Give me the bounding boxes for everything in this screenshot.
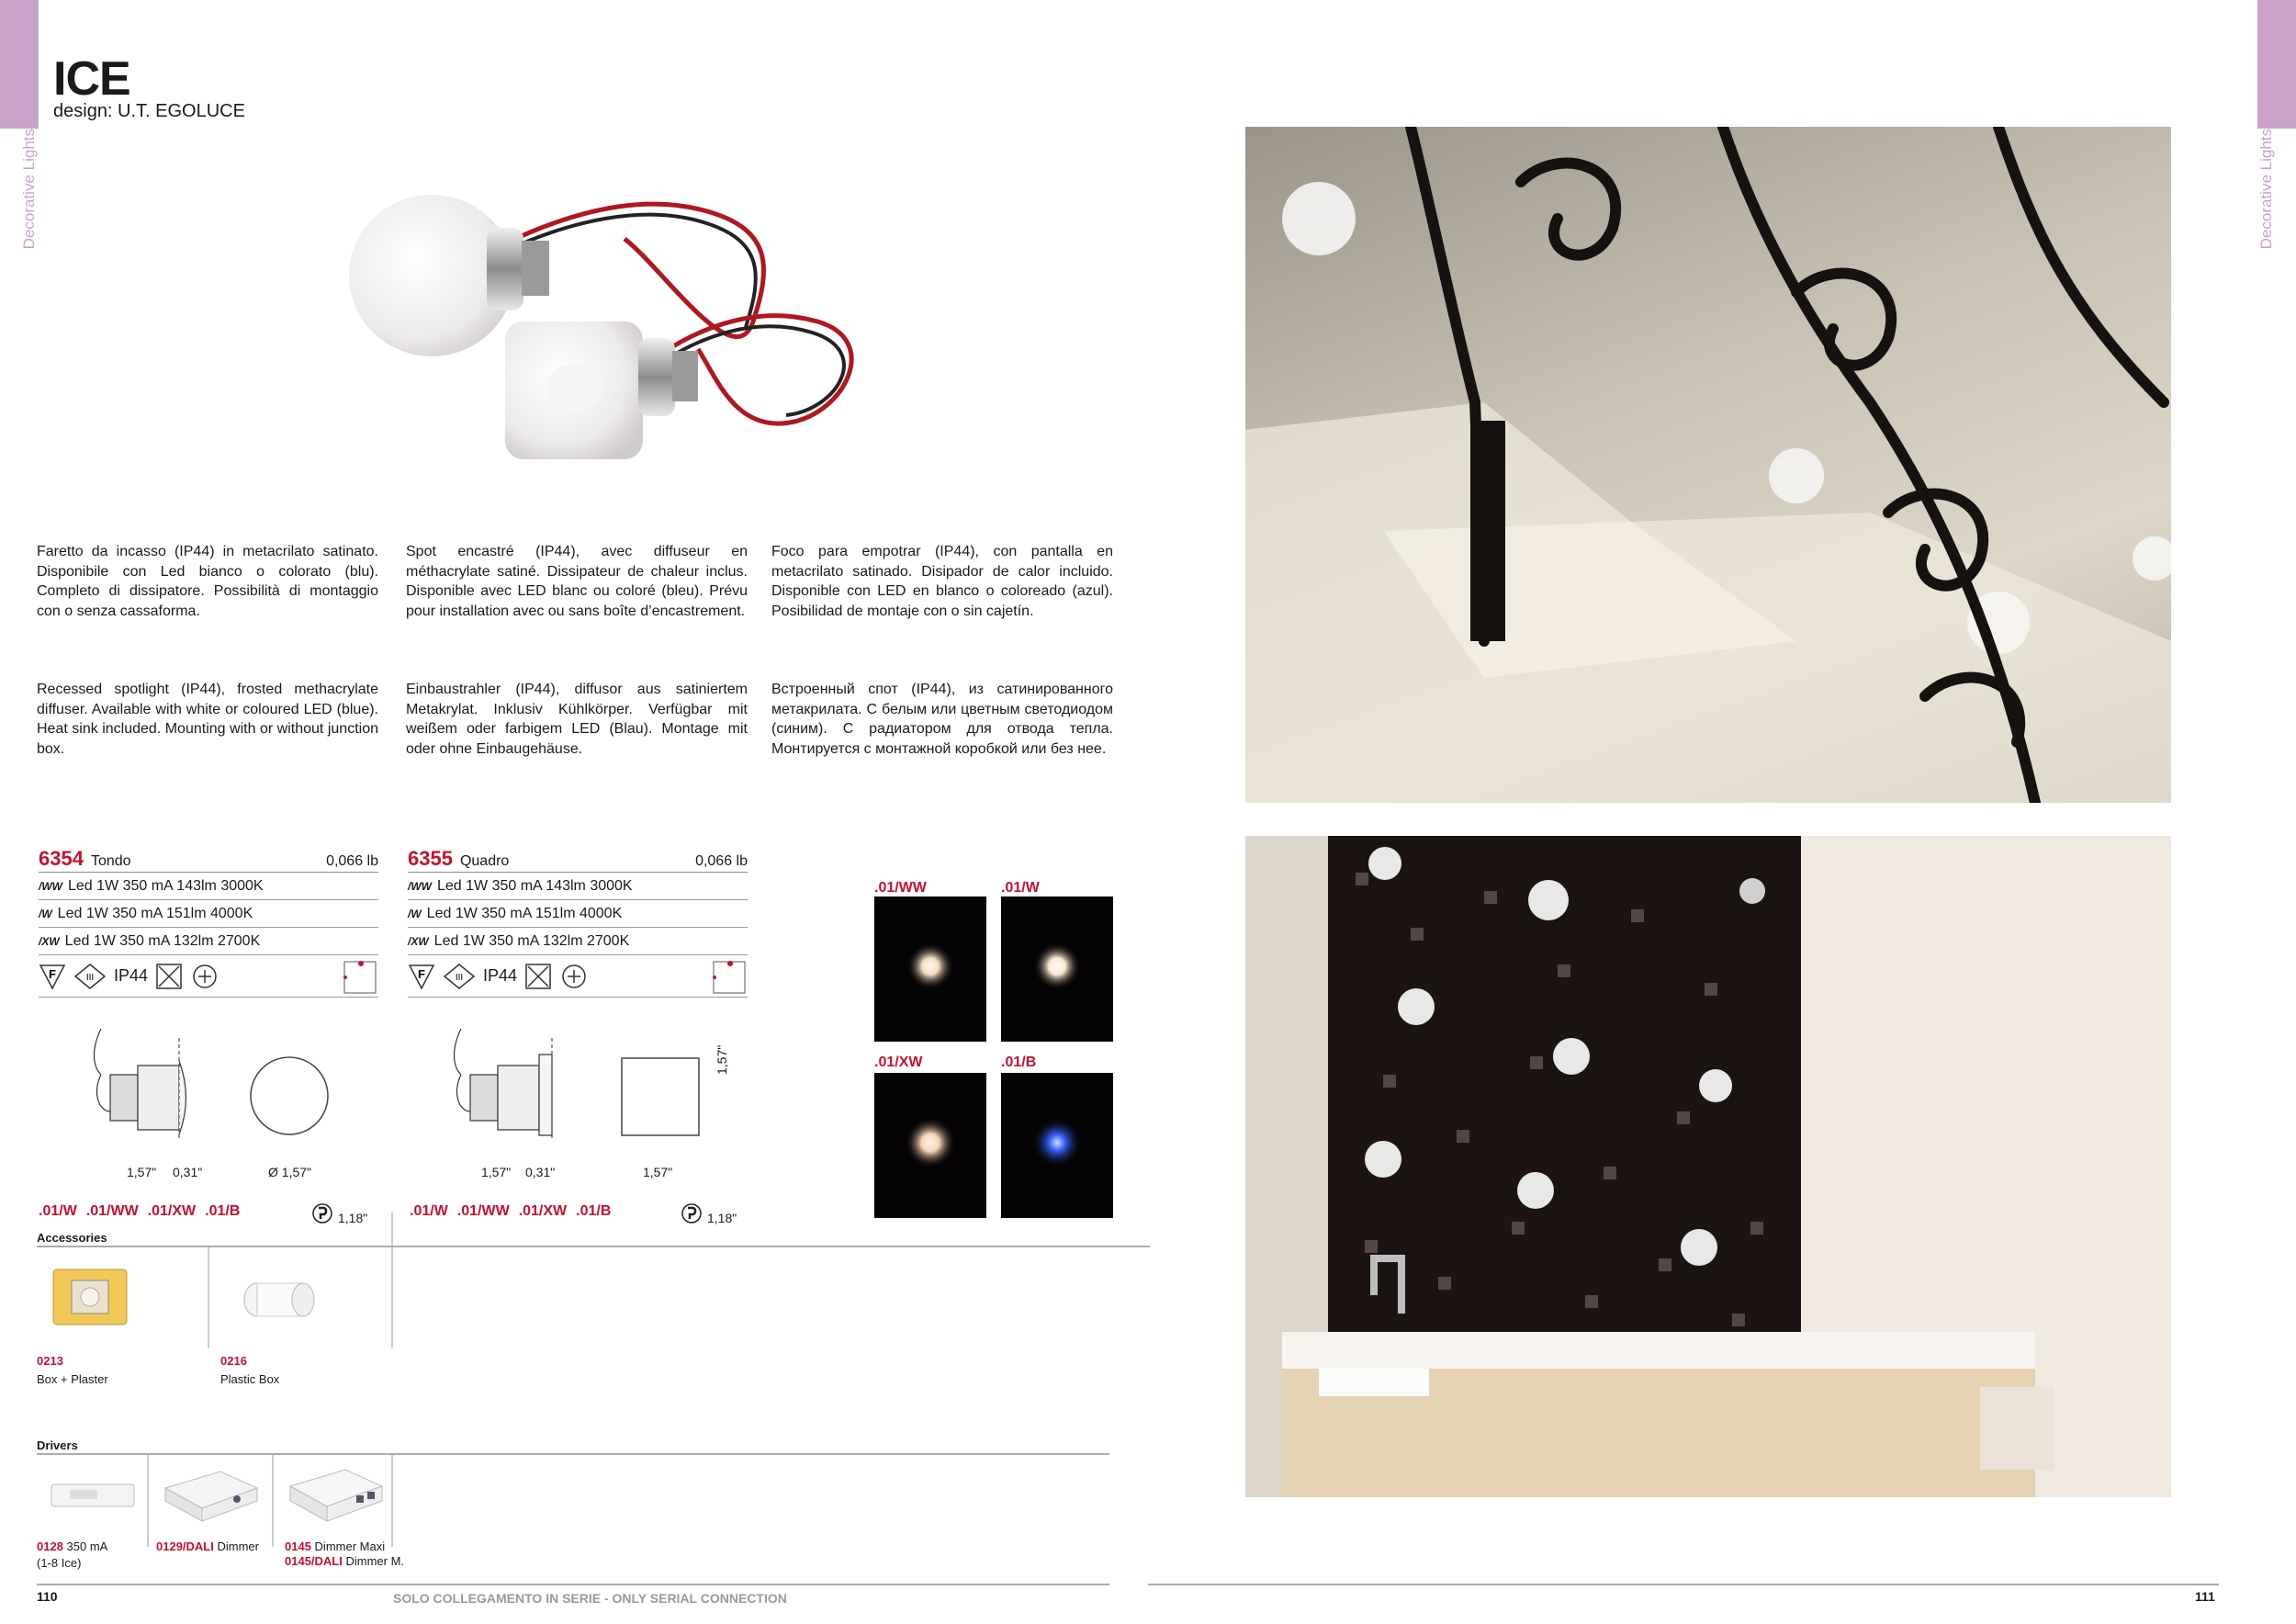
product-header [408,847,748,873]
drill-hole-size: 1,18" [707,1211,737,1225]
driver-dimmer-maxi-image [281,1460,391,1534]
drill-hole-size: 1,18" [338,1211,368,1225]
light-glow [874,1073,986,1218]
divider [147,1455,149,1547]
description-russian: Встроенный спот (IP44), из сатинированного метакрилата. С белым или цветным светодиодом (синим). С радиатором для отвода тепла. Монтируется с монтажной коробкой или без нее. [771,682,1113,757]
available-codes-6354 [39,1203,240,1220]
etl-listed-icon [190,963,223,990]
page-number-left: 110 [37,1589,58,1604]
f-mark-icon [408,963,435,990]
dim-height: 1,57" [715,1044,729,1075]
plastic-box-image [230,1272,331,1327]
product-6355-table [408,847,748,998]
dim-depth: 1,57" [127,1165,157,1179]
driver-name: Dimmer [217,1539,259,1553]
driver-code: 0145/DALI [285,1554,343,1568]
variant-code: .01/WW [85,1203,139,1219]
dim-diameter: Ø 1,57" [268,1165,311,1179]
drivers-rule [37,1453,1109,1455]
variant-code: .01/XW [147,1203,197,1219]
driver-name: 350 mA [66,1539,108,1553]
variant-suffix: /XW [39,934,60,948]
side-view-drawing-6354 [73,1010,211,1139]
variant-row [39,873,378,900]
light-glow [874,897,986,1042]
svg-text:F: F [418,966,425,981]
designer-credit: design: U.T. EGOLUCE [53,101,245,121]
accessory-name: Plastic Box [220,1372,280,1386]
driver-note: (1-8 Ice) [37,1556,82,1570]
certification-symbols [408,955,748,998]
front-view-round [248,1054,331,1137]
driver-name: Dimmer Maxi [314,1539,386,1553]
staircase-scene [1245,127,2171,803]
sample-label: .01/B [1001,1054,1037,1070]
sample-label: .01/XW [874,1054,923,1070]
variant-spec: Led 1W 350 mA 143lm 3000K [437,877,633,894]
variant-suffix: /WW [408,879,432,893]
divider [208,1247,209,1348]
description-german: Einbaustrahler (IP44), diffusor aus satiniertem Metakrylat. Inklusiv Kühlkörper. Verfügbar mit weißem oder farbigem LED (Blau). Montage mit oder ohne Einbaugehäuse. [406,682,748,757]
product-header [39,847,378,873]
footer-rule-left [37,1584,1109,1585]
recess-depth-icon [343,959,378,994]
product-name: Quadro [459,853,510,869]
description-english: Recessed spotlight (IP44), frosted methacrylate diffuser. Available with white or coloured LED (blue). Heat sink included. Mounting with or without junction box. [37,682,378,757]
section-label-left: Decorative Lights [20,129,38,250]
variant-code: .01/B [576,1203,612,1219]
product-weight: 0,066 lb [326,853,378,869]
variant-row [408,873,748,900]
variant-suffix: /W [39,907,52,920]
ip-rating: IP44 [483,966,518,985]
f-mark-icon [39,963,66,990]
certification-symbols [39,955,378,998]
driver-label [285,1539,385,1553]
driver-name: Dimmer M. [345,1554,405,1568]
page-number-right: 111 [2195,1589,2215,1604]
variant-row [39,900,378,928]
product-code: 6355 [408,847,453,870]
color-sample-xw [874,1073,986,1218]
variant-suffix: /XW [408,934,429,948]
section-tab-right [2257,0,2296,129]
color-sample-ww [874,897,986,1042]
variant-spec: Led 1W 350 mA 151lm 4000K [57,905,253,921]
variant-suffix: /W [408,907,422,920]
dim-width: 1,57" [643,1165,673,1179]
driver-code: 0128 [37,1539,63,1553]
ip-rating: IP44 [114,966,149,985]
driver-label [37,1539,107,1553]
dim-flange: 0,31" [173,1165,203,1179]
section-tab-left [0,0,39,129]
bathroom-photo [1245,836,2171,1497]
driver-350ma-image [42,1468,143,1523]
staircase-photo [1245,127,2171,803]
svg-text:III: III [455,972,464,983]
sample-label: .01/WW [874,880,927,896]
drill-hole-icon [681,1203,702,1224]
product-6354-table [39,847,378,998]
variant-spec: Led 1W 350 mA 143lm 3000K [68,877,264,894]
front-view-square [620,1056,704,1139]
description-french: Spot encastré (IP44), avec diffuseur en méthacrylate satiné. Dissipateur de chaleur inclus. Disponible avec LED blanc ou coloré (bleu). Prévu pour installation avec ou sans boîte d’encastrement. [406,544,748,619]
variant-spec: Led 1W 350 mA 132lm 2700K [64,932,261,949]
accessories-rule [37,1246,1150,1247]
driver-dali-image [156,1460,266,1534]
no-insulation-cover-icon [524,963,552,990]
divider [391,1212,393,1247]
driver-code: 0129/DALI [156,1539,214,1553]
divider [272,1455,274,1547]
variant-code: .01/W [410,1203,448,1219]
variant-code: .01/WW [456,1203,510,1219]
product-photo [276,138,937,542]
footer-rule-right [1148,1584,2219,1585]
box-plaster-image [44,1260,145,1334]
divider [391,1247,393,1348]
sample-label: .01/W [1001,880,1040,896]
light-glow [1001,1073,1113,1218]
section-label-right: Decorative Lights [2257,129,2275,250]
variant-spec: Led 1W 350 mA 151lm 4000K [426,905,623,921]
drivers-heading: Drivers [37,1438,78,1452]
driver-label [285,1554,404,1568]
product-name: Tondo [90,853,131,869]
light-glow [1001,897,1113,1042]
accessory-code: 0213 [37,1354,63,1368]
variant-suffix: /WW [39,879,62,893]
drill-hole-icon [312,1203,332,1224]
variant-row [408,900,748,928]
accessories-heading: Accessories [37,1231,107,1245]
no-insulation-cover-icon [155,963,183,990]
accessory-code: 0216 [220,1354,247,1368]
dim-flange: 0,31" [525,1165,556,1179]
description-spanish: Foco para empotrar (IP44), con pantalla en metacrilato satinado. Disipador de calor incluido. Disponible con LED en blanco o coloreado (azul). Posibilidad de montaje con o sin cajetín. [771,544,1113,619]
driver-label [156,1539,259,1553]
description-italian: Faretto da incasso (IP44) in metacrilato satinato. Disponibile con Led bianco o colorato (blu). Completo di dissipatore. Possibilità di montaggio con o senza cassaforma. [37,544,378,619]
color-sample-w [1001,897,1113,1042]
svg-text:III: III [85,972,95,983]
recess-depth-icon [713,959,748,994]
accessory-name: Box + Plaster [37,1372,108,1386]
side-view-drawing-6355 [433,1010,571,1139]
variant-code: .01/XW [518,1203,568,1219]
product-title: ICE [53,52,130,106]
divider [391,1455,393,1547]
etl-listed-icon [559,963,592,990]
class-three-icon [443,963,476,990]
variant-spec: Led 1W 350 mA 132lm 2700K [433,932,630,949]
variant-row [39,928,378,955]
svg-text:F: F [49,966,56,981]
product-weight: 0,066 lb [695,853,748,869]
variant-code: .01/W [39,1203,77,1219]
variant-row [408,928,748,955]
variant-code: .01/B [205,1203,241,1219]
bathroom-scene [1245,836,2171,1497]
available-codes-6355 [410,1203,611,1220]
footer-note: SOLO COLLEGAMENTO IN SERIE - ONLY SERIAL CONNECTION [393,1591,787,1606]
class-three-icon [73,963,107,990]
dim-depth: 1,57" [481,1165,512,1179]
driver-code: 0145 [285,1539,311,1553]
color-sample-b [1001,1073,1113,1218]
product-code: 6354 [39,847,84,870]
